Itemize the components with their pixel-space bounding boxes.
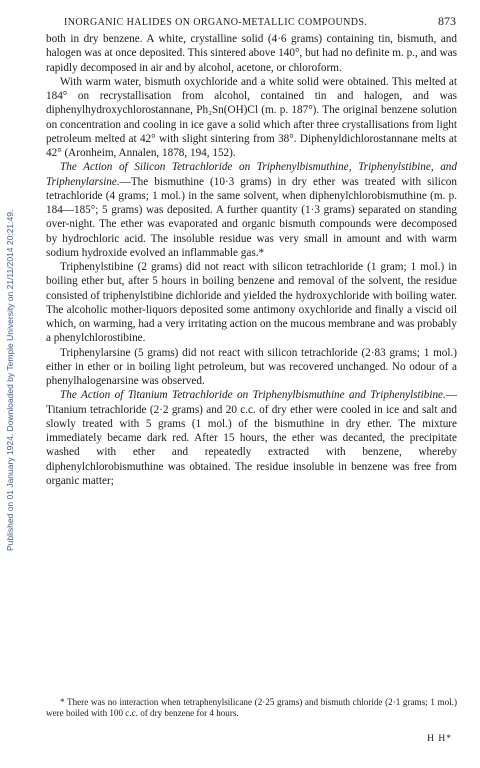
signature-mark: H H*	[427, 734, 452, 744]
footnote-text: * There was no interaction when tetraphenylsilicane (2·25 grams) and bismuth chloride (2·1 grams; 1 mol.) were boiled with 100 c.c. of dry benzene for 4 hours.	[46, 697, 457, 718]
paragraph-1: both in dry benzene. A white, crystalline solid (4·6 grams) containing tin, bismuth, and halogen was at once deposited. This sintered above 140°, but had no definite m. p., and was rapidly decomposed in air and by alcohol, acetone, or chloroform.	[46, 33, 457, 74]
download-watermark: Published on 01 January 1924. Downloaded by Temple University on 21/11/2014 20:21:49.	[5, 209, 15, 551]
article-body	[46, 32, 457, 488]
paragraph-3-text: —The bismuthine (10·3 grams) in dry ether was treated with silicon tetrachloride (4 grams; 1 mol.) in the same solvent, when diphenylchlorobismuthine (m. p. 184—185°; 5 grams) was deposited. A further quantity (1·3 grams) separated on standing over-night. The ether was evaporated and organic bismuth compounds were decomposed by hydrochloric acid. The insoluble residue was very small in amount and with warm sodium hydroxide evolved an inflammable gas.*	[46, 175, 457, 259]
running-header	[50, 14, 456, 29]
paragraph-6-text: —Titanium tetrachloride (2·2 grams) and 20 c.c. of dry ether were cooled in ice and salt and slowly treated with 5 grams (1 mol.) of the bismuthine in dry ether. The mixture immediately became dark red. After 15 hours, the ether was decanted, the precipitate washed with ether and repeatedly extracted with benzene, whereby diphenylchlorobismuthine was obtained. The residue insoluble in benzene was free from organic matter;	[46, 389, 457, 487]
section-heading-silicon: The Action of Silicon Tetrachloride on Triphenylbismuthine, Triphenylstibine, and Triphenylarsine.	[46, 161, 457, 188]
paragraph-2: With warm water, bismuth oxychloride and a white solid were obtained. This melted at 184° on recrystallisation from alcohol, contained tin and halogen, and was diphenylhydroxychlorostannane, Ph₂Sn(OH)Cl (m. p. 187°). The original benzene solution on concentration and cooling in ice gave a solid which after three crystallisations from light petroleum melted at 42° with slight sintering from 38°. Diphenyldichlorostannane melts at 42° (Aronheim, Annalen, 1878, 194, 152).	[46, 75, 457, 159]
paragraph-3	[46, 160, 457, 260]
paragraph-5: Triphenylarsine (5 grams) did not react with silicon tetrachloride (2·83 grams; 1 mol.) either in ether or in boiling light petroleum, but was recovered unchanged. No odour of a phenylhalogenarsine was observed.	[46, 346, 457, 387]
paragraph-6	[46, 388, 457, 488]
section-heading-titanium: The Action of Titanium Tetrachloride on Triphenylbismuthine and Triphenylstibine.	[60, 389, 446, 402]
page-number: 873	[438, 14, 456, 28]
running-title: INORGANIC HALIDES ON ORGANO-METALLIC COMPOUNDS.	[64, 17, 368, 28]
footnote	[46, 697, 457, 719]
paragraph-4: Triphenylstibine (2 grams) did not react with silicon tetrachloride (1 gram; 1 mol.) in boiling ether but, after 5 hours in boiling benzene and removal of the solvent, the residue consisted of triphenylstibine dichloride and yielded the hydroxychloride with boiling water. The alcoholic mother-liquors deposited some antimony oxychloride and finally a viscid oil which, on warming, had a very irritating action on the mucous membrane and was probably a phenylchlorostibine.	[46, 261, 457, 345]
